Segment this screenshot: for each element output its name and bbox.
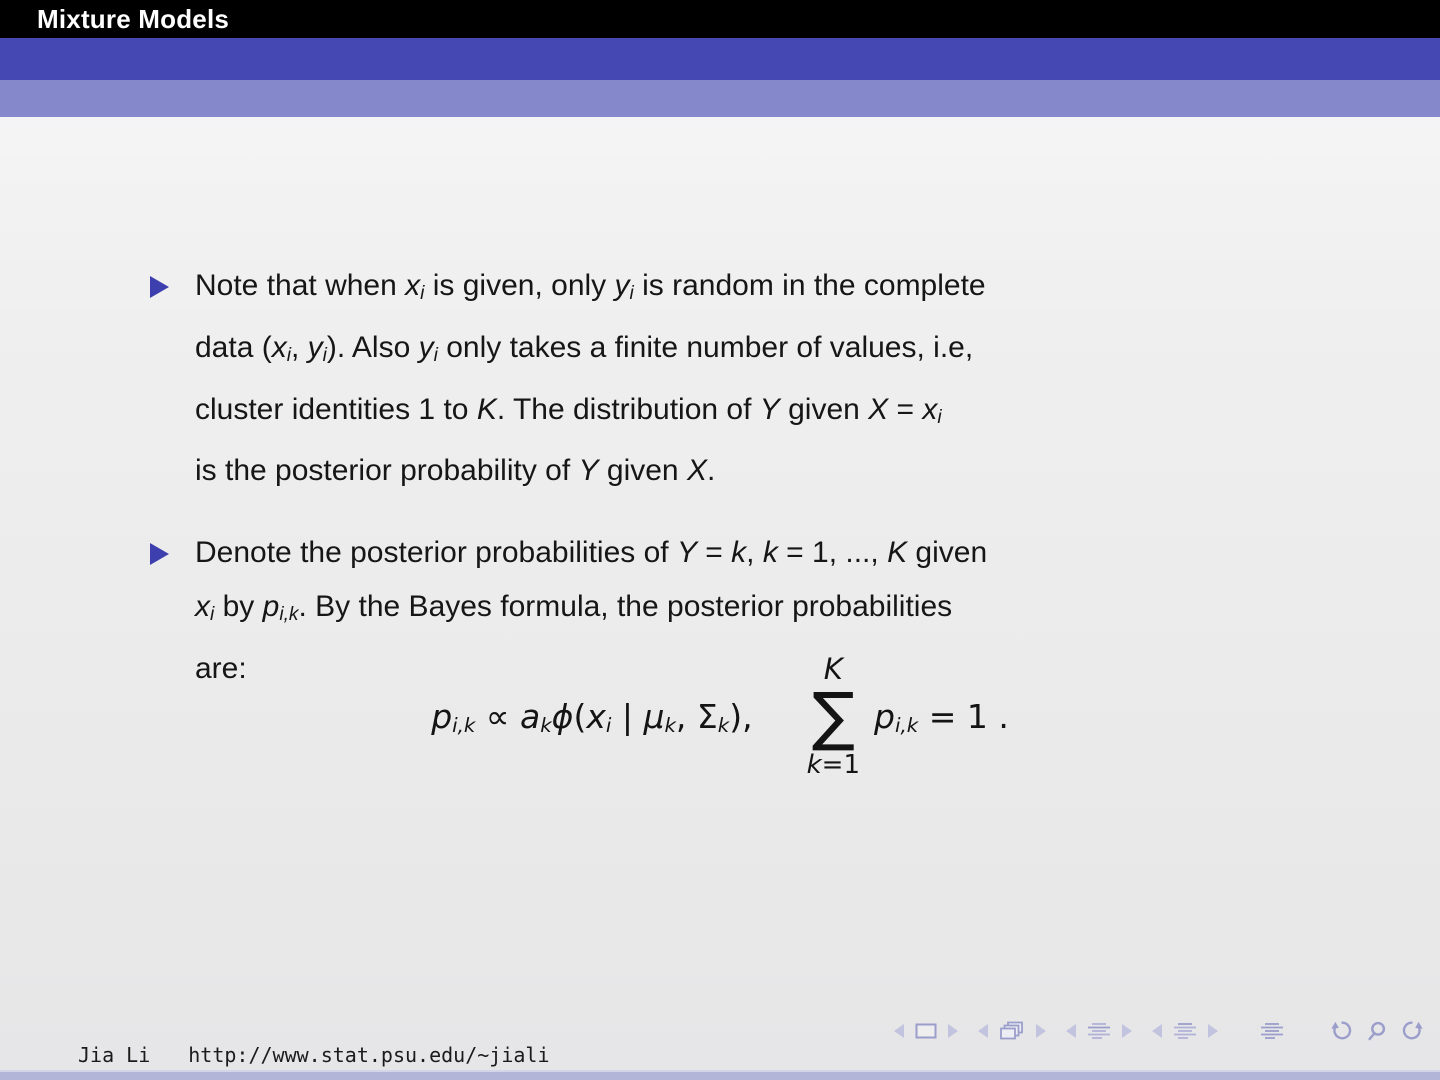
forward-icon[interactable] <box>1398 1020 1424 1042</box>
summation-upper-limit: K <box>823 652 843 686</box>
header-band-secondary <box>0 80 1440 117</box>
bullet-text: Note that when xi is given, only yi is random in the complete data (xi, yi). Also yi only takes a finite number of values, i.e, cluster identities 1 to K. The distribution of Y given X = xi is the posterior probability of Y given X. <box>195 269 986 488</box>
tools-nav-group <box>1330 1020 1424 1042</box>
slide-title: Mixture Models <box>37 3 230 34</box>
bullet-item <box>150 259 1350 498</box>
footer-strip <box>0 1070 1440 1080</box>
prev-subsection-icon[interactable] <box>1066 1024 1076 1038</box>
frame-nav-group <box>978 1021 1046 1041</box>
summation <box>806 652 860 781</box>
back-icon[interactable] <box>1330 1020 1356 1042</box>
subsection-list-icon[interactable] <box>1087 1022 1111 1040</box>
sigma-sum-icon: ∑ <box>811 680 855 754</box>
frames-icon[interactable] <box>999 1021 1025 1041</box>
next-frame-icon[interactable] <box>1036 1024 1046 1038</box>
bullet-text: Denote the posterior probabilities of Y = k, k = 1, ..., K given xi by pi,k. By the Bayes formula, the posterior probabilities are: <box>195 536 988 686</box>
section-nav-group <box>1152 1022 1218 1040</box>
prev-frame-icon[interactable] <box>978 1024 988 1038</box>
bullet-triangle-icon <box>150 543 169 565</box>
presentation-nav-group <box>1260 1022 1284 1040</box>
bullet-triangle-icon <box>150 276 169 298</box>
slide-nav-group <box>894 1023 958 1039</box>
prev-section-icon[interactable] <box>1152 1024 1162 1038</box>
next-slide-icon[interactable] <box>948 1024 958 1038</box>
next-section-icon[interactable] <box>1208 1024 1218 1038</box>
slide-icon[interactable] <box>915 1023 937 1039</box>
prev-slide-icon[interactable] <box>894 1024 904 1038</box>
next-subsection-icon[interactable] <box>1122 1024 1132 1038</box>
equation-right: pi,k = 1 . <box>874 696 1009 737</box>
footer <box>78 1043 549 1067</box>
summation-lower-limit: k=1 <box>806 750 860 781</box>
equation <box>0 652 1440 781</box>
footer-author: Jia Li <box>78 1043 151 1067</box>
subsection-nav-group <box>1066 1022 1132 1040</box>
presentation-outline-icon[interactable] <box>1260 1022 1284 1040</box>
footer-url[interactable]: http://www.stat.psu.edu/~jiali <box>188 1043 550 1067</box>
navigation-bar <box>894 1020 1424 1042</box>
header-band-primary <box>0 38 1440 80</box>
find-icon[interactable] <box>1365 1020 1389 1042</box>
header-title-bar <box>0 0 1440 38</box>
equation-left: pi,k ∝ akϕ(xi | μk, Σk), <box>431 696 753 737</box>
section-list-icon[interactable] <box>1173 1022 1197 1040</box>
